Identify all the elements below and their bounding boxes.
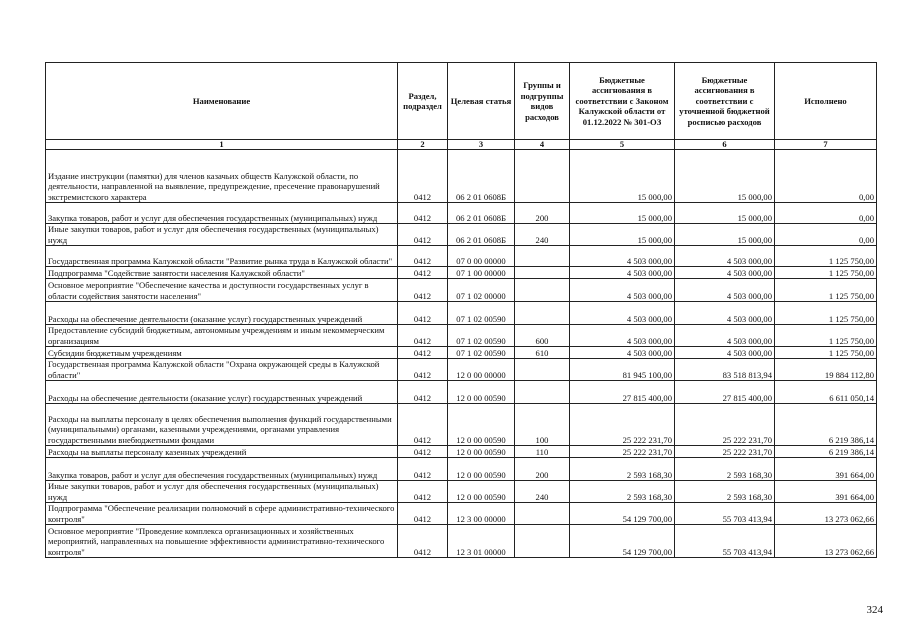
row-group: 200 bbox=[515, 203, 570, 224]
column-number: 1 bbox=[46, 140, 398, 150]
row-group bbox=[515, 525, 570, 558]
row-section: 0412 bbox=[398, 246, 448, 267]
row-section: 0412 bbox=[398, 325, 448, 347]
row-article: 06 2 01 0608Б bbox=[448, 150, 515, 203]
row-plan-amount: 4 503 000,00 bbox=[675, 267, 775, 279]
column-number: 6 bbox=[675, 140, 775, 150]
row-law-amount: 15 000,00 bbox=[570, 224, 675, 246]
row-article: 07 1 02 00590 bbox=[448, 347, 515, 359]
row-section: 0412 bbox=[398, 302, 448, 325]
row-name: Расходы на обеспечение деятельности (оказание услуг) государственных учреждений bbox=[46, 302, 398, 325]
row-group: 610 bbox=[515, 347, 570, 359]
row-plan-amount: 15 000,00 bbox=[675, 150, 775, 203]
row-section: 0412 bbox=[398, 404, 448, 446]
row-group bbox=[515, 381, 570, 404]
row-group bbox=[515, 246, 570, 267]
row-law-amount: 4 503 000,00 bbox=[570, 347, 675, 359]
table-row bbox=[46, 246, 877, 267]
row-plan-amount: 4 503 000,00 bbox=[675, 302, 775, 325]
column-number: 5 bbox=[570, 140, 675, 150]
row-name: Основное мероприятие "Проведение комплекса организационных и хозяйственных мероприятий, направленных на повышение эффективности административно-технического контроля" bbox=[46, 525, 398, 558]
row-name: Иные закупки товаров, работ и услуг для обеспечения государственных (муниципальных) нужд bbox=[46, 481, 398, 503]
row-group bbox=[515, 279, 570, 302]
row-article: 07 1 00 00000 bbox=[448, 267, 515, 279]
row-executed-amount: 1 125 750,00 bbox=[775, 347, 877, 359]
row-section: 0412 bbox=[398, 347, 448, 359]
column-number-row bbox=[46, 140, 877, 150]
row-section: 0412 bbox=[398, 503, 448, 525]
row-group bbox=[515, 503, 570, 525]
row-name: Государственная программа Калужской области "Развитие рынка труда в Калужской области" bbox=[46, 246, 398, 267]
row-executed-amount: 1 125 750,00 bbox=[775, 267, 877, 279]
row-article: 12 0 00 00000 bbox=[448, 359, 515, 381]
row-law-amount: 4 503 000,00 bbox=[570, 279, 675, 302]
row-name: Расходы на обеспечение деятельности (оказание услуг) государственных учреждений bbox=[46, 381, 398, 404]
row-article: 06 2 01 0608Б bbox=[448, 224, 515, 246]
row-group bbox=[515, 359, 570, 381]
row-executed-amount: 19 884 112,80 bbox=[775, 359, 877, 381]
row-section: 0412 bbox=[398, 446, 448, 458]
row-name: Субсидии бюджетным учреждениям bbox=[46, 347, 398, 359]
row-article: 12 0 00 00590 bbox=[448, 381, 515, 404]
row-executed-amount: 6 219 386,14 bbox=[775, 404, 877, 446]
row-law-amount: 4 503 000,00 bbox=[570, 302, 675, 325]
row-law-amount: 54 129 700,00 bbox=[570, 525, 675, 558]
row-group: 600 bbox=[515, 325, 570, 347]
row-section: 0412 bbox=[398, 203, 448, 224]
row-name: Расходы на выплаты персоналу казенных учреждений bbox=[46, 446, 398, 458]
row-law-amount: 27 815 400,00 bbox=[570, 381, 675, 404]
row-name: Расходы на выплаты персоналу в целях обеспечения выполнения функций государственными (муниципальными) органами, казенными учреждениями, органами управления государственными внебюджетными фондами bbox=[46, 404, 398, 446]
row-name: Предоставление субсидий бюджетным, автономным учреждениям и иным некоммерческим организациям bbox=[46, 325, 398, 347]
row-executed-amount: 0,00 bbox=[775, 203, 877, 224]
table-row bbox=[46, 458, 877, 481]
row-executed-amount: 0,00 bbox=[775, 224, 877, 246]
row-plan-amount: 4 503 000,00 bbox=[675, 246, 775, 267]
row-plan-amount: 15 000,00 bbox=[675, 203, 775, 224]
row-plan-amount: 2 593 168,30 bbox=[675, 458, 775, 481]
row-article: 12 3 01 00000 bbox=[448, 525, 515, 558]
table-row bbox=[46, 525, 877, 558]
page-number: 324 bbox=[866, 604, 883, 616]
row-law-amount: 15 000,00 bbox=[570, 203, 675, 224]
row-law-amount: 25 222 231,70 bbox=[570, 404, 675, 446]
row-executed-amount: 391 664,00 bbox=[775, 481, 877, 503]
row-group: 240 bbox=[515, 224, 570, 246]
row-article: 07 1 02 00590 bbox=[448, 302, 515, 325]
row-executed-amount: 1 125 750,00 bbox=[775, 246, 877, 267]
row-law-amount: 4 503 000,00 bbox=[570, 246, 675, 267]
row-law-amount: 2 593 168,30 bbox=[570, 481, 675, 503]
table-row bbox=[46, 203, 877, 224]
row-article: 12 0 00 00590 bbox=[448, 404, 515, 446]
row-plan-amount: 2 593 168,30 bbox=[675, 481, 775, 503]
row-executed-amount: 391 664,00 bbox=[775, 458, 877, 481]
budget-table bbox=[45, 62, 877, 558]
row-executed-amount: 1 125 750,00 bbox=[775, 325, 877, 347]
table-row bbox=[46, 503, 877, 525]
row-law-amount: 2 593 168,30 bbox=[570, 458, 675, 481]
row-group bbox=[515, 150, 570, 203]
row-name: Подпрограмма "Содействие занятости населения Калужской области" bbox=[46, 267, 398, 279]
row-group: 110 bbox=[515, 446, 570, 458]
row-article: 12 0 00 00590 bbox=[448, 458, 515, 481]
row-law-amount: 54 129 700,00 bbox=[570, 503, 675, 525]
row-law-amount: 81 945 100,00 bbox=[570, 359, 675, 381]
row-law-amount: 4 503 000,00 bbox=[570, 325, 675, 347]
header-plan-allocations: Бюджетные ассигнования в соответствии с уточненной бюджетной росписью расходов bbox=[675, 63, 775, 140]
row-group: 240 bbox=[515, 481, 570, 503]
row-section: 0412 bbox=[398, 381, 448, 404]
table-row bbox=[46, 150, 877, 203]
row-article: 12 0 00 00590 bbox=[448, 446, 515, 458]
table-row bbox=[46, 481, 877, 503]
row-name: Подпрограмма "Обеспечение реализации полномочий в сфере административно-технического контроля" bbox=[46, 503, 398, 525]
row-section: 0412 bbox=[398, 458, 448, 481]
table-row bbox=[46, 381, 877, 404]
header-name: Наименование bbox=[46, 63, 398, 140]
table-row bbox=[46, 446, 877, 458]
table-row bbox=[46, 302, 877, 325]
row-plan-amount: 27 815 400,00 bbox=[675, 381, 775, 404]
row-executed-amount: 0,00 bbox=[775, 150, 877, 203]
header-group: Группы и подгруппы видов расходов bbox=[515, 63, 570, 140]
row-executed-amount: 13 273 062,66 bbox=[775, 503, 877, 525]
row-plan-amount: 55 703 413,94 bbox=[675, 525, 775, 558]
row-section: 0412 bbox=[398, 481, 448, 503]
header-row bbox=[46, 63, 877, 140]
row-plan-amount: 4 503 000,00 bbox=[675, 347, 775, 359]
row-law-amount: 15 000,00 bbox=[570, 150, 675, 203]
header-law-allocations: Бюджетные ассигнования в соответствии с Законом Калужской области от 01.12.2022 № 301-ОЗ bbox=[570, 63, 675, 140]
row-plan-amount: 55 703 413,94 bbox=[675, 503, 775, 525]
column-number: 3 bbox=[448, 140, 515, 150]
row-name: Иные закупки товаров, работ и услуг для обеспечения государственных (муниципальных) нужд bbox=[46, 224, 398, 246]
row-article: 07 1 02 00590 bbox=[448, 325, 515, 347]
row-name: Закупка товаров, работ и услуг для обеспечения государственных (муниципальных) нужд bbox=[46, 458, 398, 481]
row-section: 0412 bbox=[398, 150, 448, 203]
table-row bbox=[46, 224, 877, 246]
table-row bbox=[46, 404, 877, 446]
row-plan-amount: 25 222 231,70 bbox=[675, 404, 775, 446]
row-executed-amount: 1 125 750,00 bbox=[775, 302, 877, 325]
table-row bbox=[46, 279, 877, 302]
row-section: 0412 bbox=[398, 359, 448, 381]
row-group: 200 bbox=[515, 458, 570, 481]
table-row bbox=[46, 325, 877, 347]
column-number: 7 bbox=[775, 140, 877, 150]
row-law-amount: 25 222 231,70 bbox=[570, 446, 675, 458]
row-article: 12 3 00 00000 bbox=[448, 503, 515, 525]
row-executed-amount: 6 611 050,14 bbox=[775, 381, 877, 404]
row-article: 06 2 01 0608Б bbox=[448, 203, 515, 224]
table-row bbox=[46, 347, 877, 359]
column-number: 2 bbox=[398, 140, 448, 150]
table-row bbox=[46, 359, 877, 381]
row-executed-amount: 1 125 750,00 bbox=[775, 279, 877, 302]
row-article: 07 0 00 00000 bbox=[448, 246, 515, 267]
header-article: Целевая статья bbox=[448, 63, 515, 140]
row-section: 0412 bbox=[398, 224, 448, 246]
row-law-amount: 4 503 000,00 bbox=[570, 267, 675, 279]
row-executed-amount: 13 273 062,66 bbox=[775, 525, 877, 558]
row-name: Основное мероприятие "Обеспечение качества и доступности государственных услуг в области содействия занятости населения" bbox=[46, 279, 398, 302]
table-row bbox=[46, 267, 877, 279]
header-executed: Исполнено bbox=[775, 63, 877, 140]
row-article: 12 0 00 00590 bbox=[448, 481, 515, 503]
header-section: Раздел, подраздел bbox=[398, 63, 448, 140]
row-section: 0412 bbox=[398, 279, 448, 302]
row-group bbox=[515, 302, 570, 325]
row-name: Государственная программа Калужской области "Охрана окружающей среды в Калужской области" bbox=[46, 359, 398, 381]
row-section: 0412 bbox=[398, 267, 448, 279]
row-plan-amount: 83 518 813,94 bbox=[675, 359, 775, 381]
row-group bbox=[515, 267, 570, 279]
row-plan-amount: 4 503 000,00 bbox=[675, 279, 775, 302]
row-name: Закупка товаров, работ и услуг для обеспечения государственных (муниципальных) нужд bbox=[46, 203, 398, 224]
row-name: Издание инструкции (памятки) для членов казачьих обществ Калужской области, по деятельности, направленной на выявление, предупреждение, пресечение правонарушений экстремистского характера bbox=[46, 150, 398, 203]
row-section: 0412 bbox=[398, 525, 448, 558]
row-plan-amount: 25 222 231,70 bbox=[675, 446, 775, 458]
row-executed-amount: 6 219 386,14 bbox=[775, 446, 877, 458]
column-number: 4 bbox=[515, 140, 570, 150]
row-group: 100 bbox=[515, 404, 570, 446]
row-plan-amount: 15 000,00 bbox=[675, 224, 775, 246]
row-plan-amount: 4 503 000,00 bbox=[675, 325, 775, 347]
row-article: 07 1 02 00000 bbox=[448, 279, 515, 302]
